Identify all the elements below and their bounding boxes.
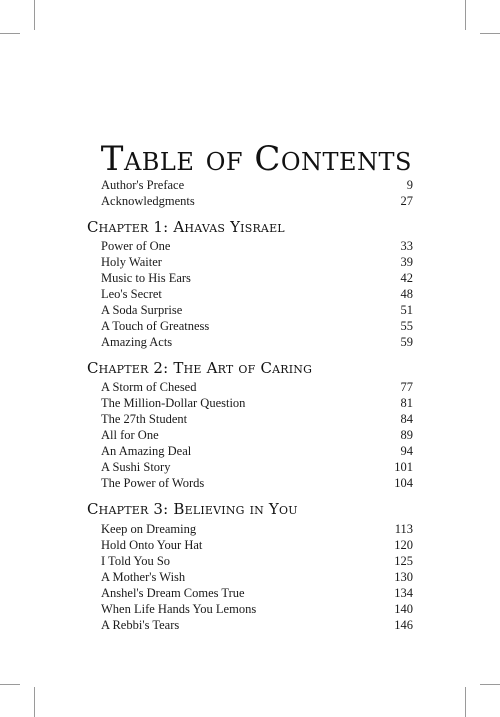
toc-entry[interactable] (101, 601, 413, 617)
toc-entry-title: Holy Waiter (101, 255, 162, 269)
toc-entry-page: 146 (394, 618, 413, 632)
toc-entry-page: 77 (400, 380, 413, 394)
toc-entry-title: Hold Onto Your Hat (101, 538, 203, 552)
toc-entry[interactable] (101, 569, 413, 585)
toc-entry-title: Keep on Dreaming (101, 522, 197, 536)
chapter-1-heading[interactable]: Chapter 1: Ahavas Yisrael (87, 218, 285, 236)
toc-entry[interactable] (101, 475, 413, 491)
toc-entry-title: A Storm of Chesed (101, 380, 197, 394)
toc-entry[interactable] (101, 395, 413, 411)
toc-entry[interactable] (101, 521, 413, 537)
toc-entry[interactable] (101, 411, 413, 427)
toc-entry[interactable] (101, 334, 413, 350)
toc-entry[interactable] (101, 585, 413, 601)
page-title: Table of Contents (100, 138, 412, 179)
toc-entry[interactable] (101, 443, 413, 459)
toc-entry-title: The Power of Words (101, 476, 205, 490)
toc-entry-title: A Touch of Greatness (101, 319, 210, 333)
toc-entry-page: 39 (400, 255, 413, 269)
toc-entry[interactable] (101, 379, 413, 395)
toc-entry-title: Music to His Ears (101, 271, 191, 285)
toc-entry-page: 125 (394, 554, 413, 568)
toc-entry[interactable] (101, 459, 413, 475)
toc-entry-title: I Told You So (101, 554, 171, 568)
toc-entry-title: All for One (101, 428, 159, 442)
toc-entry[interactable] (101, 177, 413, 193)
toc-entry-page: 140 (394, 602, 413, 616)
toc-entry[interactable] (101, 553, 413, 569)
toc-entry-page: 89 (400, 428, 413, 442)
toc-entry[interactable] (101, 302, 413, 318)
toc-entry-title: An Amazing Deal (101, 444, 192, 458)
toc-entry-page: 33 (400, 239, 413, 253)
toc-entry-page: 84 (400, 412, 413, 426)
toc-entry-title: The 27th Student (101, 412, 188, 426)
toc-entry[interactable] (101, 238, 413, 254)
toc-entry[interactable] (101, 270, 413, 286)
toc-entry-title: A Mother's Wish (101, 570, 186, 584)
toc-entry-page: 130 (394, 570, 413, 584)
toc-entry-title: A Rebbi's Tears (101, 618, 180, 632)
toc-entry[interactable] (101, 286, 413, 302)
toc-entry-title: A Soda Surprise (101, 303, 183, 317)
chapter-3-heading[interactable]: Chapter 3: Believing in You (87, 500, 298, 518)
toc-entry-page: 51 (400, 303, 413, 317)
toc-entry-title: Amazing Acts (101, 335, 173, 349)
toc-entry-page: 104 (394, 476, 413, 490)
toc-entry-title: Acknowledgments (101, 194, 195, 208)
toc-entry-page: 55 (400, 319, 413, 333)
chapter-2-heading[interactable]: Chapter 2: The Art of Caring (87, 359, 313, 377)
toc-entry-page: 27 (400, 194, 413, 208)
toc-entry[interactable] (101, 617, 413, 633)
toc-entry-title: A Sushi Story (101, 460, 171, 474)
toc-entry-title: When Life Hands You Lemons (101, 602, 257, 616)
toc-entry-page: 101 (394, 460, 413, 474)
toc-entry[interactable] (101, 427, 413, 443)
toc-entry-title: Anshel's Dream Comes True (101, 586, 245, 600)
toc-entry-page: 42 (400, 271, 413, 285)
toc-entry-page: 113 (394, 522, 413, 536)
toc-entry-page: 134 (394, 586, 413, 600)
toc-entry-page: 81 (400, 396, 413, 410)
toc-entry[interactable] (101, 254, 413, 270)
toc-entry[interactable] (101, 537, 413, 553)
toc-entry-page: 59 (400, 335, 413, 349)
toc-entry[interactable] (101, 318, 413, 334)
toc-entry-page: 94 (400, 444, 413, 458)
toc-entry[interactable] (101, 193, 413, 209)
toc-entry-title: Power of One (101, 239, 171, 253)
toc-entry-page: 120 (394, 538, 413, 552)
toc-entry-title: Author's Preface (101, 178, 185, 192)
toc-entry-page: 9 (406, 178, 413, 192)
toc-entry-page: 48 (400, 287, 413, 301)
toc-entry-title: The Million-Dollar Question (101, 396, 246, 410)
toc-entry-title: Leo's Secret (101, 287, 162, 301)
